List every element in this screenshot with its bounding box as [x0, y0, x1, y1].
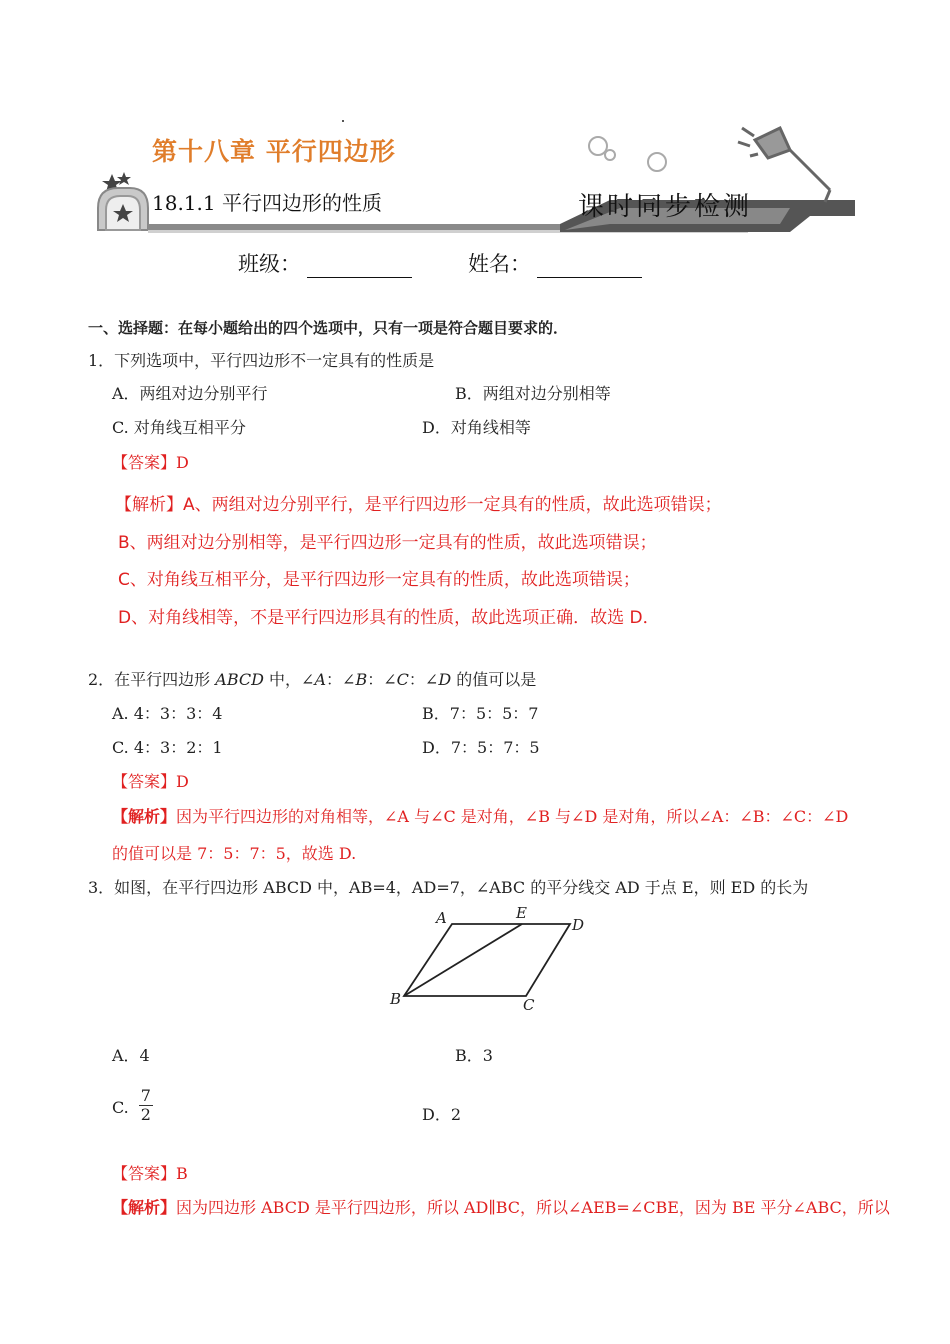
- q1-option-d: D．对角线相等: [422, 418, 531, 437]
- bubble-icon: [589, 137, 607, 155]
- q2-option-c: C. 4：3：2：1: [112, 738, 223, 757]
- q3-option-c: C. $\frac{7}{2}$: [112, 1086, 151, 1124]
- q1-explanation-2: B、两组对边分别相等，是平行四边形一定具有的性质，故此选项错误；: [118, 533, 657, 553]
- name-blank[interactable]: [537, 257, 642, 278]
- name-field: [468, 248, 642, 278]
- parallelogram-figure: [380, 902, 600, 1017]
- q2-answer: 【答案】D: [112, 772, 189, 791]
- q3-option-b: B．3: [455, 1046, 493, 1065]
- label-c: C: [523, 996, 535, 1014]
- q3-option-a: A．4: [112, 1046, 150, 1065]
- brand-title: 课时同步检测: [578, 192, 753, 222]
- bisector-be: [404, 924, 522, 996]
- name-label: 姓名：: [468, 252, 531, 276]
- q2-option-b: B．7：5：5：7: [422, 704, 539, 723]
- chapter-title: 第十八章 平行四边形: [152, 137, 396, 166]
- q2-stem: 2．在平行四边形 ABCD 中，∠A：∠B：∠C：∠D 的值可以是: [88, 670, 537, 689]
- q3-answer: 【答案】B: [112, 1164, 188, 1183]
- q1-explanation-1: 【解析】A、两组对边分别平行，是平行四边形一定具有的性质，故此选项错误；: [115, 495, 722, 515]
- part-title: 一、选择题：在每小题给出的四个选项中，只有一项是符合题目要求的．: [88, 319, 569, 337]
- q1-option-b: B．两组对边分别相等: [455, 384, 611, 403]
- q1-stem: 1．下列选项中，平行四边形不一定具有的性质是: [88, 351, 435, 370]
- bubble-icon: [648, 153, 666, 171]
- q3-option-d: D．2: [422, 1105, 462, 1124]
- bubble-icon: [605, 150, 615, 160]
- parallelogram-abcd: [404, 924, 570, 996]
- q1-explanation-4: D、对角线相等，不是平行四边形具有的性质，故此选项正确．故选 D．: [118, 608, 660, 628]
- q3-explanation-1: 【解析】因为四边形 ABCD 是平行四边形，所以 AD∥BC，所以∠AEB=∠CBE，因为 BE 平分∠ABC，所以: [112, 1198, 890, 1217]
- class-label: 班级：: [238, 252, 301, 276]
- section-title: 18.1.1 平行四边形的性质: [152, 191, 382, 215]
- star-icon: [117, 172, 131, 185]
- label-d: D: [572, 916, 585, 934]
- q2-option-a: A. 4：3：3：4: [112, 704, 223, 723]
- q3-stem: 3．如图，在平行四边形 ABCD 中，AB=4，AD=7，∠ABC 的平分线交 AD 于点 E，则 ED 的长为: [88, 878, 809, 897]
- fraction-seven-halves: $\frac{7}{2}$: [140, 1086, 151, 1124]
- label-a: A: [436, 909, 447, 927]
- q1-option-a: A．两组对边分别平行: [112, 384, 268, 403]
- q2-explanation-1: 【解析】因为平行四边形的对角相等，∠A 与∠C 是对角，∠B 与∠D 是对角，所以∠A：∠B：∠C：∠D: [112, 807, 849, 826]
- q2-explanation-2: 的值可以是 7：5：7：5，故选 D.: [112, 844, 357, 863]
- label-b: B: [390, 990, 402, 1008]
- label-e: E: [516, 904, 527, 922]
- q1-option-c: C. 对角线互相平分: [112, 418, 246, 437]
- q1-answer: 【答案】D: [112, 453, 189, 472]
- class-blank[interactable]: [307, 257, 412, 278]
- q2-option-d: D．7：5：7：5: [422, 738, 540, 757]
- class-field: [238, 248, 412, 278]
- q1-explanation-3: C、对角线互相平分，是平行四边形一定具有的性质，故此选项错误；: [118, 570, 640, 590]
